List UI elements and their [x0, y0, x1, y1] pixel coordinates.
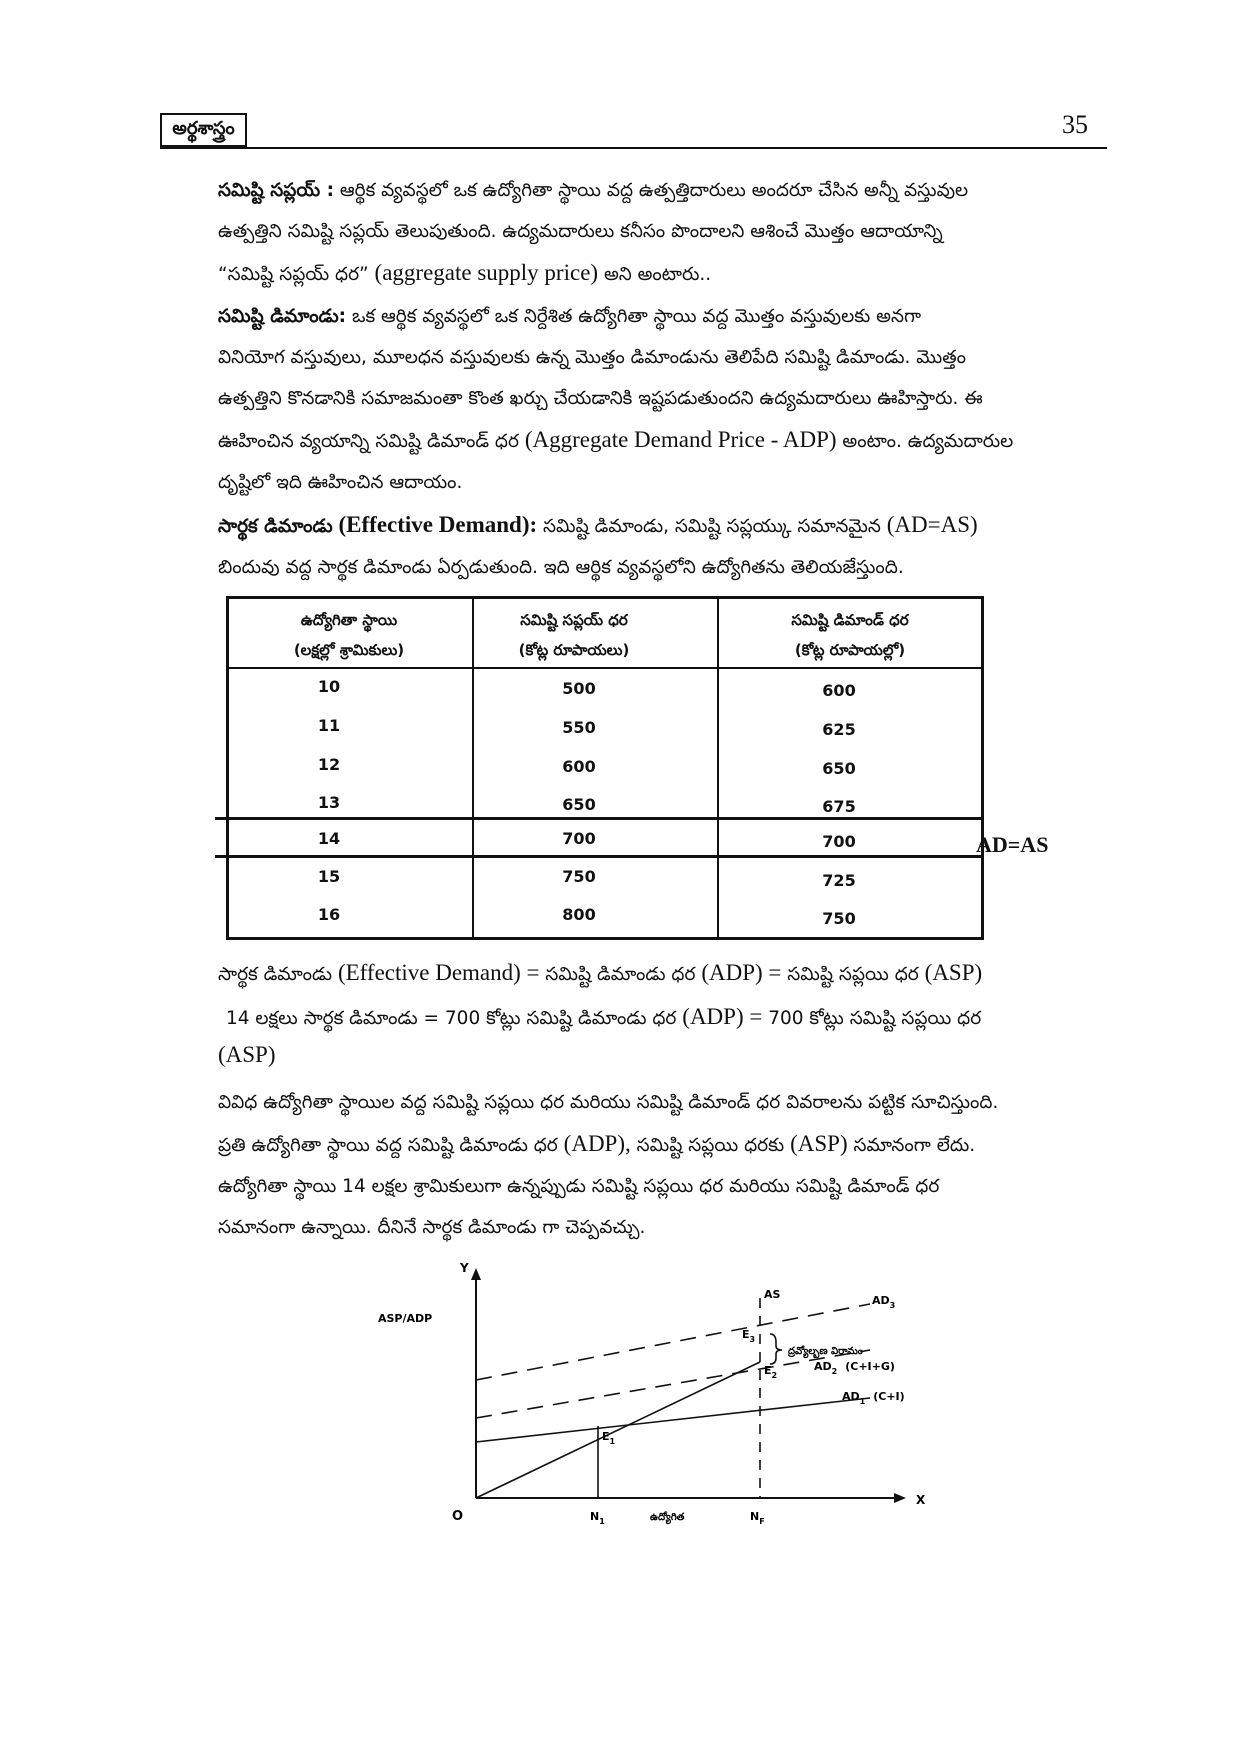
cell-asp: 800 — [562, 905, 596, 924]
cell-adp: 675 — [822, 797, 856, 816]
text-span: సార్థక డిమాండు — [218, 964, 333, 985]
e2-label: $E_2$ — [764, 1364, 778, 1380]
cell-adp: 625 — [822, 720, 856, 739]
text-span: అని అంటారు.. — [603, 264, 712, 285]
cell-adp: 700 — [822, 832, 856, 851]
running-header-title: అర్థశాస్త్రం — [160, 113, 247, 147]
equilibrium-example-end — [218, 1034, 1106, 1075]
as-curve — [476, 1362, 760, 1498]
text-span: 700 కోట్లు సమిష్టి సప్లయి ధర — [768, 1008, 982, 1029]
text-line: ఉద్యోగితా స్థాయి 14 లక్షల శ్రామికులుగా ఉన్నప్పుడు సమిష్టి సప్లయి ధర మరియు సమిష్టి డిమాండ్ ధర — [218, 1176, 940, 1197]
text-span: సమిష్టి సప్లయి ధరకు — [636, 1135, 785, 1156]
cell-employment: 14 — [317, 829, 341, 848]
text-span: అంటాం. ఉద్యమదారుల — [842, 431, 1014, 452]
term-effective-demand-en: (Effective Demand): — [338, 512, 538, 537]
text-line: ఆర్థిక వ్యవస్థలో ఒక ఉద్యోగితా స్థాయి వద్ద ఉత్పత్తిదారులు అందరూ చేసిన అన్నీ వస్తువుల — [339, 180, 969, 201]
text-line: సమానంగా ఉన్నాయి. దీనినే సార్థక డిమాండు గా చెప్పవచ్చు. — [218, 1217, 646, 1238]
aggregate-supply-paragraph — [218, 170, 1106, 295]
header-line: (కోట్ల రూపాయలు) — [518, 641, 630, 659]
employment-axis-label: ఉద్యోగిత — [650, 1512, 685, 1523]
text-span: ఊహించిన వ్యయాన్ని సమిష్టి డిమాండ్ ధర — [218, 431, 519, 452]
cell-adp: 725 — [822, 871, 856, 890]
cell-employment: 11 — [317, 716, 341, 735]
e3-label: $E_3$ — [742, 1328, 756, 1344]
ad2-label: $AD_2$ (C+I+G) — [814, 1360, 895, 1376]
origin-label: O — [452, 1509, 464, 1524]
text-line: దృష్టిలో ఇది ఊహించిన ఆదాయం. — [218, 472, 463, 493]
header-line: సమిష్టి సప్లయ్ ధర — [520, 611, 628, 629]
cell-asp: 500 — [562, 679, 596, 698]
cell-employment: 10 — [317, 677, 341, 696]
text-line: (ASP) — [218, 1042, 276, 1067]
text-span: (ADP), — [563, 1131, 631, 1156]
table-header-asp — [474, 605, 674, 665]
ad2-curve — [476, 1350, 870, 1418]
term-aggregate-supply: సమిష్టి సప్లయ్ : — [218, 180, 334, 201]
text-span: (ADP) = — [682, 1004, 763, 1029]
text-span: 14 లక్షలు సార్థక డిమాండు = 700 కోట్లు సమిష్టి డిమాండు ధర — [226, 1008, 677, 1029]
y-quantity-label: ASP/ADP — [378, 1312, 433, 1325]
term-effective-demand: సార్థక డిమాండు — [218, 516, 333, 537]
page-number: 35 — [1062, 110, 1088, 139]
nf-label: $N_F$ — [750, 1510, 765, 1526]
text-line: ఉత్పత్తిని కొనడానికి సమాజమంతా కొంత ఖర్చు చేయడానికి ఇష్టపడుతుందని ఉద్యమదారులు ఊహిస్తారు. ఈ — [218, 388, 983, 409]
text-span: (AD=AS) — [886, 512, 978, 537]
x-axis-arrow-icon — [894, 1493, 906, 1503]
cell-employment: 15 — [317, 867, 341, 886]
ad3-label: $AD_3$ — [872, 1294, 896, 1310]
cell-adp: 650 — [822, 759, 856, 778]
header-rule — [160, 147, 1107, 149]
effective-demand-paragraph — [218, 504, 1106, 588]
text-span: (ASP) — [790, 1131, 848, 1156]
n1-label: $N_1$ — [590, 1510, 605, 1526]
equilibrium-row-bottom-rule — [215, 855, 982, 858]
y-axis-arrow-icon — [471, 1268, 481, 1280]
equilibrium-label: AD=AS — [976, 832, 1049, 857]
header-line: సమిష్టి డిమాండ్ ధర — [791, 611, 909, 629]
text-span: ఒక ఆర్థిక వ్యవస్థలో ఒక నిర్దేశిత ఉద్యోగితా స్థాయి వద్ద మొత్తం వస్తువులకు అనగా — [351, 306, 922, 327]
header-line: (కోట్ల రూపాయల్లో) — [794, 641, 906, 659]
cell-asp: 550 — [562, 718, 596, 737]
cell-asp: 650 — [562, 795, 596, 814]
text-span: (ASP) — [924, 960, 983, 985]
text-span: సమిష్టి డిమాండు ధర — [545, 964, 696, 985]
text-span: సమిష్టి సప్లయి ధర — [787, 964, 919, 985]
cell-asp: 750 — [562, 867, 596, 886]
cell-asp: 700 — [562, 829, 596, 848]
effective-demand-diagram — [350, 1258, 970, 1538]
cell-adp: 600 — [822, 681, 856, 700]
supply-demand-table — [226, 596, 984, 940]
term-aggregate-demand: సమిష్టి డిమాండు: — [218, 306, 347, 327]
text-line: ఉత్పత్తిని సమిష్టి సప్లయ్ తెలుపుతుంది. ఉద్యమదారులు కనీసం పొందాలని ఆశించే మొత్తం ఆదాయాన్ని — [218, 221, 943, 242]
text-span: (aggregate supply price) — [374, 260, 599, 285]
equilibrium-example — [226, 996, 1106, 1039]
inflationary-gap-brace-icon — [770, 1334, 782, 1364]
effective-demand-equation — [218, 952, 1106, 995]
text-span: (Aggregate Demand Price - ADP) — [524, 427, 837, 452]
explanation-paragraph — [218, 1082, 1106, 1248]
e1-label: $E_1$ — [602, 1430, 616, 1446]
table-header-adp — [719, 605, 981, 665]
text-line: బిందువు వద్ద సార్థక డిమాండు ఏర్పడుతుంది. ఇది ఆర్థిక వ్యవస్థలోని ఉద్యోగితను తెలియజేస్తుంది. — [218, 557, 904, 578]
table-header-employment — [239, 605, 459, 665]
text-span: సమిష్టి డిమాండు, సమిష్టి సప్లయ్కు సమానమైన — [543, 516, 881, 537]
cell-employment: 12 — [317, 755, 341, 774]
cell-employment: 16 — [317, 905, 341, 924]
header-line: (లక్షల్లో శ్రామికులు) — [293, 641, 405, 659]
table-header-rule — [229, 667, 981, 669]
cell-asp: 600 — [562, 757, 596, 776]
ad3-curve — [476, 1304, 870, 1380]
text-line: వినియోగ వస్తువులు, మూలధన వస్తువులకు ఉన్న మొత్తం డిమాండును తెలిపేది సమిష్టి డిమాండు. మొత్తం — [218, 347, 967, 368]
text-span: సమానంగా లేదు. — [853, 1135, 976, 1156]
text-line: వివిధ ఉద్యోగితా స్థాయిల వద్ద సమిష్టి సప్లయి ధర మరియు సమిష్టి డిమాండ్ ధర వివరాలను పట్టిక సూచిస్తుంది. — [218, 1092, 999, 1113]
x-axis-label: X — [916, 1493, 926, 1507]
text-span: (ADP) = — [701, 960, 782, 985]
cell-employment: 13 — [317, 793, 341, 812]
as-label: AS — [764, 1288, 781, 1301]
header-line: ఉద్యోగితా స్థాయి — [300, 611, 398, 629]
text-span: “సమిష్టి సప్లయ్ ధర” — [218, 264, 369, 285]
inflationary-gap-label: ద్రవ్యోల్బణ విరామం — [788, 1346, 863, 1357]
y-axis-label: Y — [460, 1261, 469, 1275]
text-span: (Effective Demand) = — [337, 960, 540, 985]
equilibrium-row-top-rule — [215, 817, 982, 820]
ad1-curve — [476, 1398, 870, 1442]
text-span: ప్రతి ఉద్యోగితా స్థాయి వద్ద సమిష్టి డిమాండు ధర — [218, 1135, 558, 1156]
ad1-label: $AD_1$ (C+I) — [842, 1390, 905, 1406]
aggregate-demand-paragraph — [218, 296, 1106, 503]
cell-adp: 750 — [822, 909, 856, 928]
